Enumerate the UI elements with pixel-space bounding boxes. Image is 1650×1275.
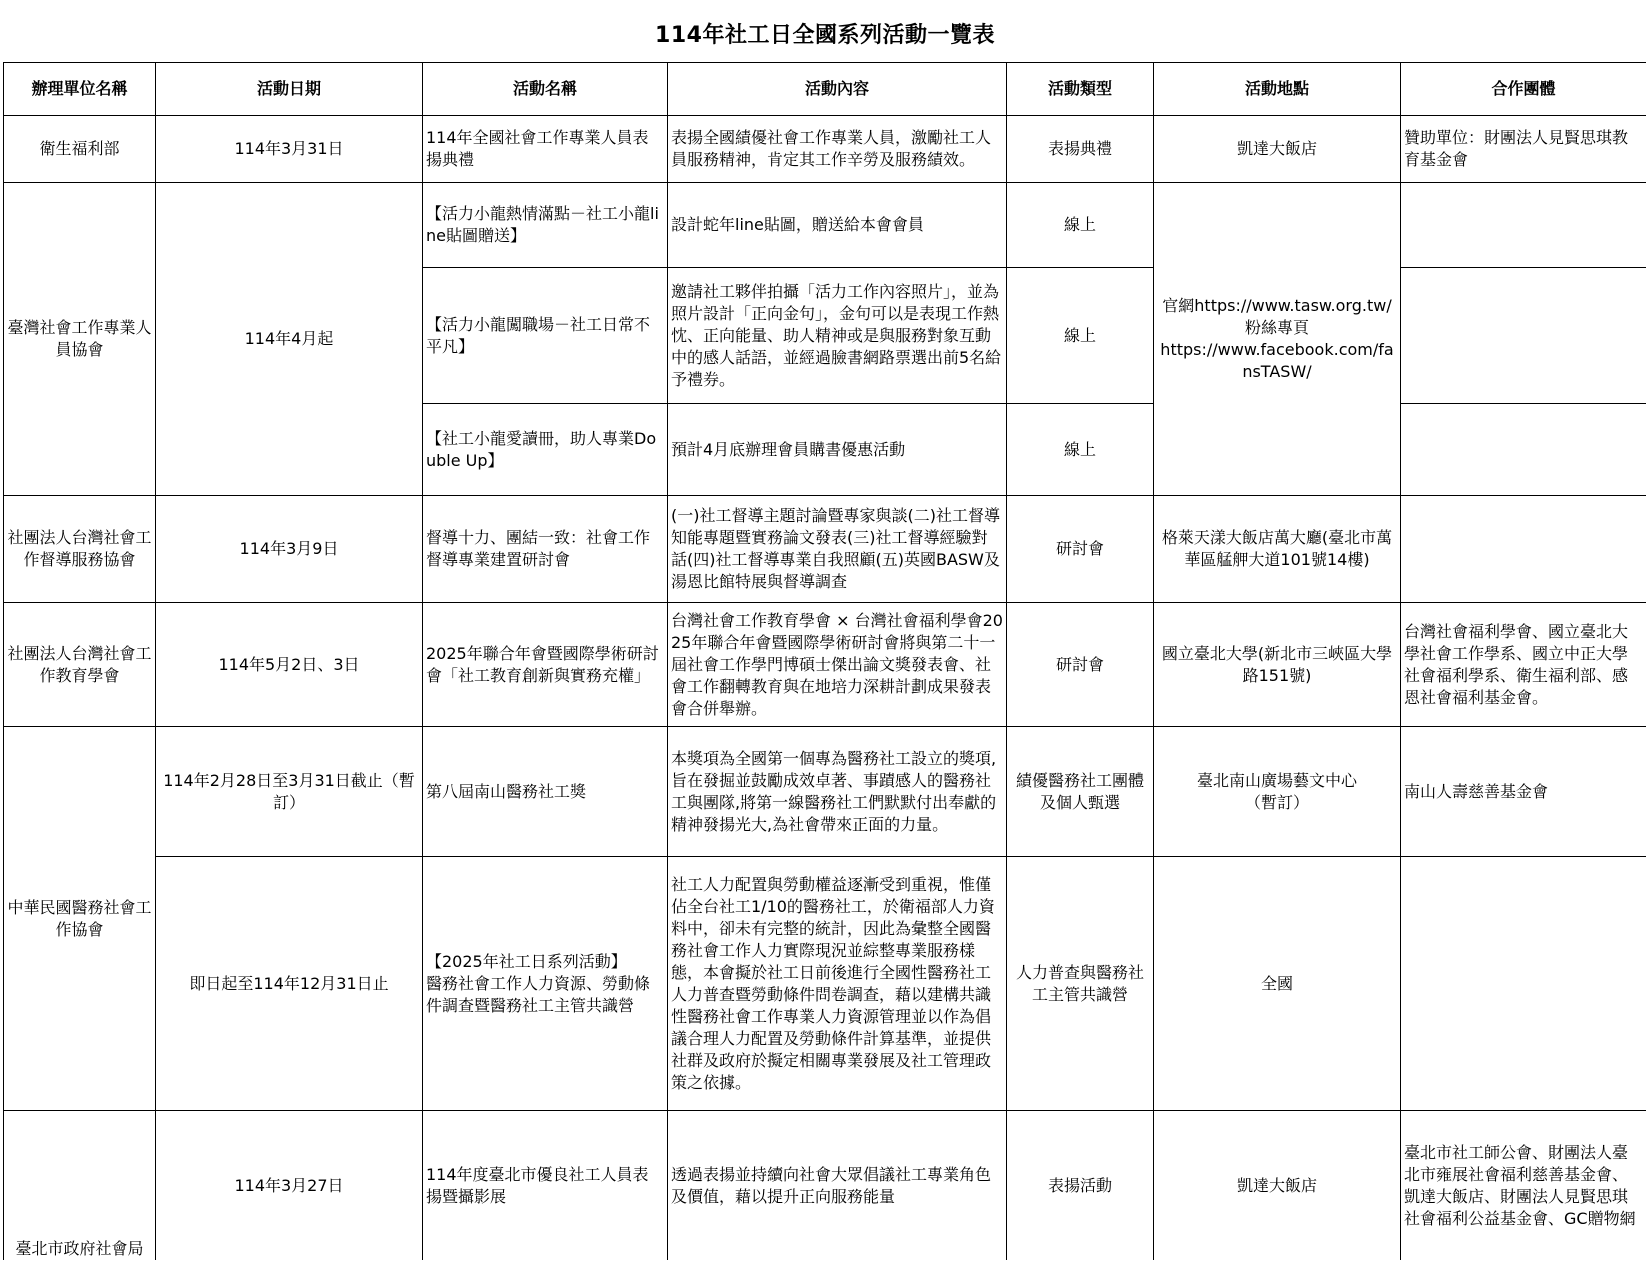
cell-type: 表揚典禮 xyxy=(1007,116,1154,183)
table-row xyxy=(4,727,1647,857)
cell-name: 【活力小龍闖職場－社工日常不平凡】 xyxy=(423,268,668,404)
cell-org: 中華民國醫務社會工作協會 xyxy=(4,727,156,1111)
cell-name: 【社工小龍愛讀冊，助人專業Double Up】 xyxy=(423,404,668,496)
cell-name: 2025年聯合年會暨國際學術研討會「社工教育創新與實務充權」 xyxy=(423,603,668,727)
cell-name: 【活力小龍熱情滿點－社工小龍line貼圖贈送】 xyxy=(423,183,668,268)
cell-content: 設計蛇年line貼圖，贈送給本會會員 xyxy=(668,183,1007,268)
cell-location: 凱達大飯店 xyxy=(1154,116,1401,183)
cell-content: 本獎項為全國第一個專為醫務社工設立的獎項,旨在發掘並鼓勵成效卓著、事蹟感人的醫務社工與團隊,將第一線醫務社工們默默付出奉獻的精神發揚光大,為社會帶來正面的力量。 xyxy=(668,727,1007,857)
cell-content: 社工人力配置與勞動權益逐漸受到重視，惟僅佔全台社工1/10的醫務社工，於衛福部人力資料中，卻未有完整的統計，因此為彙整全國醫務社會工作人力實際現況並綜整專業服務樣態，本會擬於社工日前後進行全國性醫務社工人力普查暨勞動條件問卷調查，藉以建構共識性醫務社會工作專業人力資源管理並以作為倡議合理人力配置及勞動條件計算基準，並提供社群及政府於擬定相關專業發展及社工管理政策之依據。 xyxy=(668,857,1007,1111)
cell-content: 表揚全國績優社會工作專業人員，激勵社工人員服務精神，肯定其工作辛勞及服務績效。 xyxy=(668,116,1007,183)
header-type: 活動類型 xyxy=(1007,63,1154,116)
cell-location: 官網https://www.tasw.org.tw/ 粉絲專頁 https://www.facebook.com/fansTASW/ xyxy=(1154,183,1401,496)
cell-content: (一)社工督導主題討論暨專家與談(二)社工督導知能專題暨實務論文發表(三)社工督導經驗對話(四)社工督導專業自我照顧(五)英國BASW及湯恩比館特展與督導調查 xyxy=(668,496,1007,603)
cell-type: 線上 xyxy=(1007,183,1154,268)
cell-partner xyxy=(1401,268,1647,404)
table-row xyxy=(4,603,1647,727)
cell-name: 督導十力、團結一致：社會工作督導專業建置研討會 xyxy=(423,496,668,603)
header-content: 活動內容 xyxy=(668,63,1007,116)
table-row xyxy=(4,496,1647,603)
cell-date: 114年3月9日 xyxy=(156,496,423,603)
cell-partner xyxy=(1401,404,1647,496)
cell-org: 臺灣社會工作專業人員協會 xyxy=(4,183,156,496)
cell-type: 研討會 xyxy=(1007,603,1154,727)
cell-type: 績優醫務社工團體及個人甄選 xyxy=(1007,727,1154,857)
cell-partner xyxy=(1401,496,1647,603)
cell-partner: 台灣社會福利學會、國立臺北大學社會工作學系、國立中正大學社會福利學系、衛生福利部、感恩社會福利基金會。 xyxy=(1401,603,1647,727)
cell-org: 社團法人台灣社會工作教育學會 xyxy=(4,603,156,727)
cell-content: 透過表揚並持續向社會大眾倡議社工專業角色及價值，藉以提升正向服務能量 xyxy=(668,1111,1007,1261)
cell-content: 台灣社會工作教育學會 × 台灣社會福利學會2025年聯合年會暨國際學術研討會將與第二十一屆社會工作學門博碩士傑出論文獎發表會、社會工作翻轉教育與在地培力深耕計劃成果發表會合併舉辦。 xyxy=(668,603,1007,727)
cell-type: 研討會 xyxy=(1007,496,1154,603)
cell-partner: 臺北市社工師公會、財團法人臺北市雍展社會福利慈善基金會、凱達大飯店、財團法人見賢思琪社會福利公益基金會、GC贈物網 xyxy=(1401,1111,1647,1261)
header-location: 活動地點 xyxy=(1154,63,1401,116)
table-header-row xyxy=(4,63,1647,116)
table-row xyxy=(4,857,1647,1111)
cell-org: 社團法人台灣社會工作督導服務協會 xyxy=(4,496,156,603)
cell-org: 衛生福利部 xyxy=(4,116,156,183)
cell-location: 臺北南山廣場藝文中心 （暫訂） xyxy=(1154,727,1401,857)
cell-partner xyxy=(1401,857,1647,1111)
table-row xyxy=(4,183,1647,268)
cell-location: 凱達大飯店 xyxy=(1154,1111,1401,1261)
cell-type: 線上 xyxy=(1007,404,1154,496)
cell-name: 【2025年社工日系列活動】 醫務社會工作人力資源、勞動條件調查暨醫務社工主管共識營 xyxy=(423,857,668,1111)
cell-location: 國立臺北大學(新北市三峽區大學路151號) xyxy=(1154,603,1401,727)
cell-date: 114年2月28日至3月31日截止（暫訂） xyxy=(156,727,423,857)
activity-table-container xyxy=(3,62,1646,1260)
header-partner: 合作團體 xyxy=(1401,63,1647,116)
cell-location: 全國 xyxy=(1154,857,1401,1111)
cell-date: 即日起至114年12月31日止 xyxy=(156,857,423,1111)
cell-date: 114年5月2日、3日 xyxy=(156,603,423,727)
activity-table xyxy=(3,62,1646,1260)
cell-content: 預計4月底辦理會員購書優惠活動 xyxy=(668,404,1007,496)
cell-name: 114年全國社會工作專業人員表揚典禮 xyxy=(423,116,668,183)
header-name: 活動名稱 xyxy=(423,63,668,116)
cell-date: 114年4月起 xyxy=(156,183,423,496)
cell-date: 114年3月31日 xyxy=(156,116,423,183)
header-date: 活動日期 xyxy=(156,63,423,116)
cell-type: 表揚活動 xyxy=(1007,1111,1154,1261)
cell-content: 邀請社工夥伴拍攝「活力工作內容照片」，並為照片設計「正向金句」，金句可以是表現工作熱忱、正向能量、助人精神或是與服務對象互動中的感人話語，並經過臉書網路票選出前5名給予禮券。 xyxy=(668,268,1007,404)
cell-partner xyxy=(1401,183,1647,268)
table-row xyxy=(4,116,1647,183)
cell-location: 格萊天漾大飯店萬大廳(臺北市萬華區艋舺大道101號14樓) xyxy=(1154,496,1401,603)
cell-partner: 南山人壽慈善基金會 xyxy=(1401,727,1647,857)
cell-name: 114年度臺北市優良社工人員表揚暨攝影展 xyxy=(423,1111,668,1261)
cell-type: 線上 xyxy=(1007,268,1154,404)
cell-type: 人力普查與醫務社工主管共識營 xyxy=(1007,857,1154,1111)
table-row xyxy=(4,1111,1647,1261)
cell-org: 臺北市政府社會局 xyxy=(4,1111,156,1261)
cell-date: 114年3月27日 xyxy=(156,1111,423,1261)
page-title: 114年社工日全國系列活動一覽表 xyxy=(655,23,995,48)
cell-name: 第八屆南山醫務社工獎 xyxy=(423,727,668,857)
header-org: 辦理單位名稱 xyxy=(4,63,156,116)
cell-partner: 贊助單位：財團法人見賢思琪教育基金會 xyxy=(1401,116,1647,183)
